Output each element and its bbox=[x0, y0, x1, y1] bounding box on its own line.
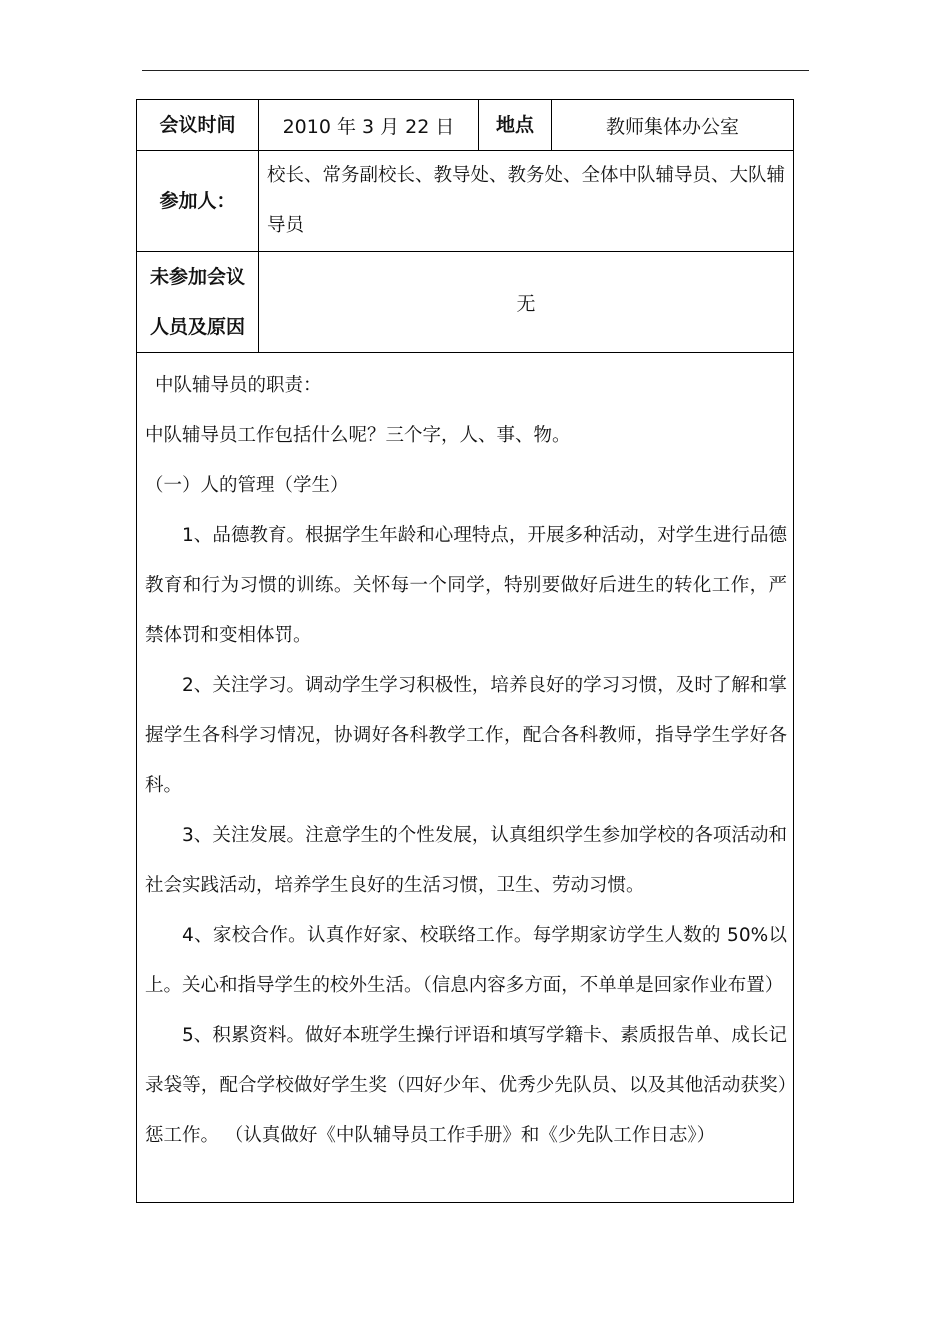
attendees-value: 校长、常务副校长、教导处、教务处、全体中队辅导员、大队辅导员 bbox=[259, 151, 794, 252]
attendees-label: 参加人： bbox=[137, 151, 259, 252]
paragraph-records: 5、积累资料。做好本班学生操行评语和填写学籍卡、素质报告单、成长记录袋等，配合学校做好学生奖（四好少年、优秀少先队员、以及其他活动获奖）惩工作。 （认真做好《中队辅导员工作手册》和《少先队工作日志》） bbox=[145, 1025, 787, 1146]
absent-label bbox=[137, 252, 259, 353]
meeting-time-value: 2010 年 3 月 22 日 bbox=[259, 100, 479, 151]
attendees-row bbox=[137, 151, 794, 252]
meeting-place-value: 教师集体办公室 bbox=[552, 100, 794, 151]
meeting-record-table bbox=[136, 99, 794, 1203]
paragraph-study: 2、关注学习。调动学生学习积极性，培养良好的学习习惯，及时了解和掌握学生各科学习情况，协调好各科教学工作，配合各科教师，指导学生学好各科。 bbox=[145, 675, 787, 796]
paragraph-moral-education: 1、品德教育。根据学生年龄和心理特点，开展多种活动，对学生进行品德教育和行为习惯的训练。关怀每一个同学，特别要做好后进生的转化工作，严禁体罚和变相体罚。 bbox=[145, 525, 787, 646]
paragraph-development: 3、关注发展。注意学生的个性发展，认真组织学生参加学校的各项活动和社会实践活动，培养学生良好的生活习惯，卫生、劳动习惯。 bbox=[145, 825, 787, 896]
header-rule bbox=[142, 70, 809, 71]
meeting-time-label: 会议时间 bbox=[137, 100, 259, 151]
content-row bbox=[137, 353, 794, 1203]
content-intro: 中队辅导员工作包括什么呢？三个字，人、事、物。 bbox=[145, 425, 571, 446]
absent-row bbox=[137, 252, 794, 353]
absent-value: 无 bbox=[259, 252, 794, 353]
absent-label-line1: 未参加会议 bbox=[149, 266, 245, 288]
meeting-time-row bbox=[137, 100, 794, 151]
absent-label-line2: 人员及原因 bbox=[149, 316, 245, 338]
section-title: （一）人的管理（学生） bbox=[145, 475, 349, 496]
paragraph-home-school: 4、家校合作。认真作好家、校联络工作。每学期家访学生人数的 50%以上。关心和指导学生的校外生活。（信息内容多方面，不单单是回家作业布置） bbox=[145, 925, 787, 996]
meeting-place-label: 地点 bbox=[479, 100, 552, 151]
meeting-content bbox=[137, 353, 794, 1203]
content-heading: 中队辅导员的职责： bbox=[155, 375, 322, 396]
